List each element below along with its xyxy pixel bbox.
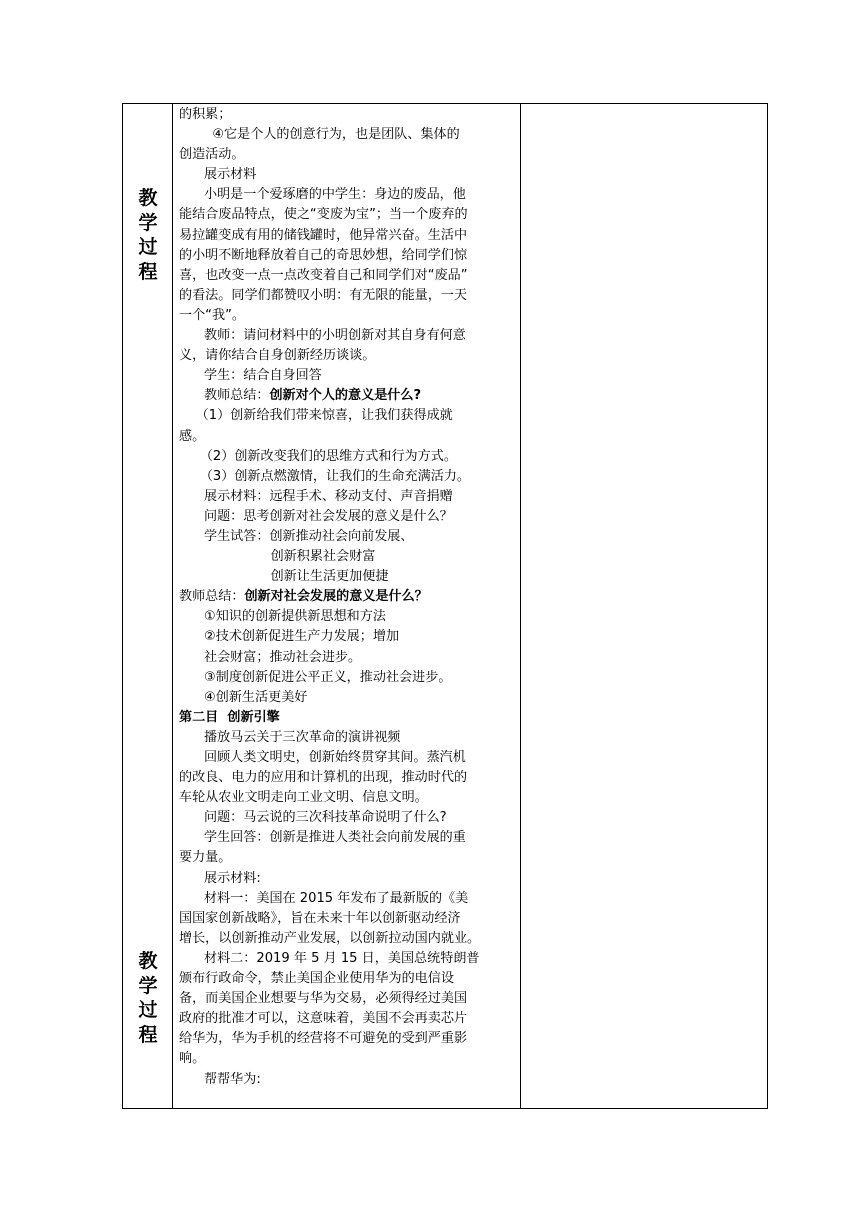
text-run: 展示材料 [179, 167, 257, 183]
text-line [179, 668, 516, 688]
text-line [179, 648, 516, 668]
text-run: 感。 [179, 428, 206, 444]
text-run: 喜，也改变一点一点改变着自己和同学们对“废品” [179, 267, 468, 283]
section-label-char: 程 [138, 1023, 158, 1046]
bold-text-run: 第二目 创新引擎 [179, 709, 280, 725]
text-run: （1）创新给我们带来惊喜，让我们获得成就 [179, 408, 453, 424]
text-line [179, 246, 516, 266]
text-run: ③制度创新促进公平正义，推动社会进步。 [179, 669, 452, 685]
text-run: 备，而美国企业想要与华为交易，必须得经过美国 [179, 991, 468, 1007]
text-line [179, 286, 516, 306]
text-run: 小明是一个爱琢磨的中学生：身边的废品，他 [179, 187, 466, 203]
text-line [179, 909, 516, 929]
text-line [179, 989, 516, 1009]
text-run: 创新积累社会财富 [179, 549, 376, 565]
text-line [179, 1009, 516, 1029]
text-run: 展示材料: [179, 870, 261, 886]
text-line [179, 427, 516, 447]
text-line [179, 266, 516, 286]
text-line [179, 688, 516, 708]
text-line [179, 125, 516, 145]
text-run: 一个“我”。 [179, 307, 245, 323]
text-run: 车轮从农业文明走向工业文明、信息文明。 [179, 790, 428, 806]
text-line [179, 346, 516, 366]
text-line [179, 185, 516, 205]
text-run: 展示材料：远程手术、移动支付、声音捐赠 [179, 488, 453, 504]
text-line [179, 567, 516, 587]
text-run: 易拉罐变成有用的储钱罐时，他异常兴奋。生活中 [179, 227, 468, 243]
text-run: 颁布行政命令，禁止美国企业使用华为的电信设 [179, 971, 454, 987]
text-line [179, 728, 516, 748]
text-line [179, 1049, 516, 1069]
text-run: 播放马云关于三次革命的演讲视频 [179, 729, 401, 745]
teaching-process-cell [173, 104, 521, 1109]
text-line [179, 869, 516, 889]
section-label-char: 学 [138, 211, 158, 234]
text-run: 要力量。 [179, 850, 232, 866]
text-line [179, 708, 516, 728]
text-line [179, 527, 516, 547]
text-line [179, 587, 516, 607]
text-line [179, 507, 516, 527]
text-run: 社会财富；推动社会进步。 [179, 649, 362, 665]
teaching-process-text [173, 104, 520, 1108]
text-run: 响。 [179, 1051, 206, 1067]
section-label-char: 教 [138, 187, 158, 209]
section-label-char: 程 [138, 260, 158, 283]
text-line [179, 145, 516, 165]
text-line [179, 487, 516, 507]
text-run: 增长，以创新推动产业发展，以创新拉动国内就业。 [179, 930, 481, 946]
text-run: 教师：请问材料中的小明创新对其自身有何意 [179, 328, 466, 344]
text-run: 帮帮华为: [179, 1071, 261, 1087]
text-line [179, 226, 516, 246]
text-run: 材料一：美国在 2015 年发布了最新版的《美 [179, 890, 469, 906]
text-line [179, 808, 516, 828]
text-line [179, 788, 516, 808]
bold-text-run: 创新对个人的意义是什么? [269, 388, 422, 404]
section-label-cell [123, 104, 173, 1109]
text-run: 的改良、电力的应用和计算机的出现，推动时代的 [179, 770, 468, 786]
text-run: 政府的批准才可以，这意味着，美国不会再卖芯片 [179, 1011, 468, 1027]
section-label-top [123, 186, 173, 284]
text-line [179, 547, 516, 567]
text-run: 能结合废品特点，使之“变废为宝”；当一个废弃的 [179, 207, 468, 223]
text-line [179, 929, 516, 949]
text-run: 教师总结： [179, 388, 270, 404]
text-line [179, 1070, 516, 1090]
text-line [179, 165, 516, 185]
text-run: 问题：马云说的三次科技革命说明了什么? [179, 810, 447, 826]
text-line [179, 467, 516, 487]
bold-text-run: 创新对社会发展的意义是什么？ [244, 589, 428, 605]
text-run: 学生试答：创新推动社会向前发展、 [179, 528, 414, 544]
text-line [179, 105, 516, 125]
text-line [179, 748, 516, 768]
text-run: 国国家创新战略》，旨在未来十年以创新驱动经济 [179, 910, 461, 926]
text-run: 创造活动。 [179, 147, 245, 163]
text-line [179, 447, 516, 467]
text-run: （2）创新改变我们的思维方式和行为方式。 [179, 448, 457, 464]
section-label-char: 过 [138, 999, 158, 1021]
text-run: 给华为，华为手机的经营将不可避免的受到严重影 [179, 1031, 468, 1047]
text-run: 的小明不断地释放着自己的奇思妙想，给同学们惊 [179, 247, 468, 263]
text-run: 教师总结： [179, 589, 245, 605]
text-run: ①知识的创新提供新思想和方法 [179, 609, 386, 625]
text-run: 义，请你结合自身创新经历谈谈。 [179, 348, 376, 364]
section-label-char: 学 [138, 974, 158, 997]
lesson-plan-table [122, 103, 768, 1109]
text-run: 学生回答：创新是推进人类社会向前发展的重 [179, 830, 466, 846]
text-run: 创新让生活更加便捷 [179, 569, 389, 585]
text-run: ④创新生活更美好 [179, 689, 308, 705]
text-line [179, 326, 516, 346]
text-run: 回顾人类文明史，创新始终贯穿其间。蒸汽机 [179, 750, 466, 765]
text-line [179, 386, 516, 406]
text-line [179, 848, 516, 868]
text-run: 问题：思考创新对社会发展的意义是什么？ [179, 508, 453, 524]
text-run: 的看法。同学们都赞叹小明：有无限的能量，一天 [179, 287, 468, 303]
text-line [179, 607, 516, 627]
text-line [179, 969, 516, 989]
text-run: 的积累； [179, 107, 232, 122]
section-label-bottom [123, 949, 173, 1047]
text-run: （3）创新点燃激情，让我们的生命充满活力。 [179, 468, 471, 484]
text-line [179, 889, 516, 909]
text-run: 学生：结合自身回答 [179, 368, 322, 384]
text-run: ②技术创新促进生产力发展；增加 [179, 629, 400, 645]
text-line [179, 306, 516, 326]
text-line [179, 627, 516, 647]
text-line [179, 949, 516, 969]
text-line [179, 768, 516, 788]
section-label-char: 教 [138, 950, 158, 972]
text-run: ④它是个人的创意行为，也是团队、集体的 [179, 127, 460, 143]
text-run: 材料二：2019 年 5 月 15 日，美国总统特朗普 [179, 950, 480, 966]
table-row [123, 104, 768, 1109]
text-line [179, 828, 516, 848]
notes-cell [521, 104, 768, 1109]
section-label-char: 过 [138, 236, 158, 258]
text-line [179, 1029, 516, 1049]
text-line [179, 406, 516, 426]
text-line [179, 366, 516, 386]
text-line [179, 205, 516, 225]
